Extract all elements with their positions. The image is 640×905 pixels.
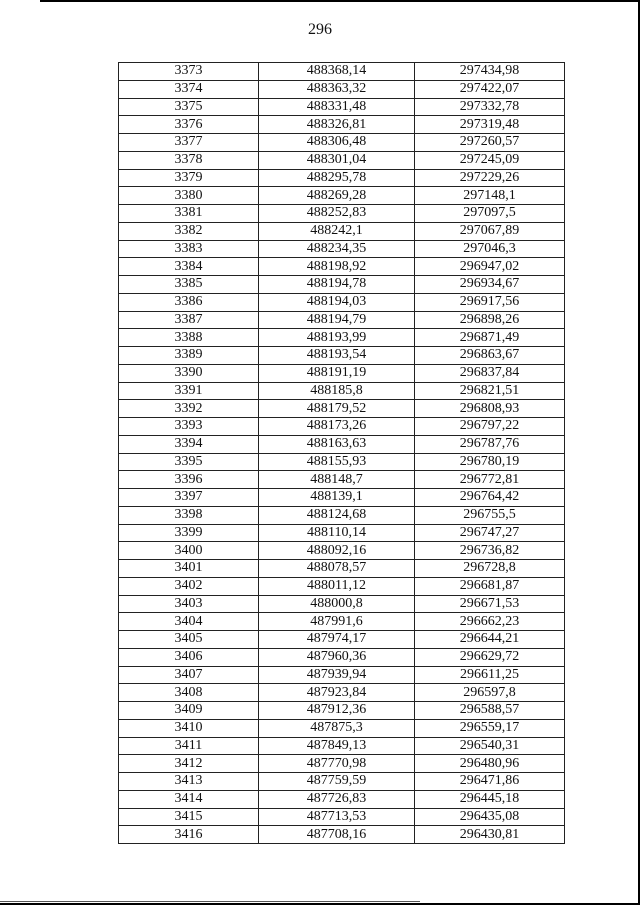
- y-coordinate-cell: 296780,19: [415, 453, 565, 471]
- table-row: [119, 240, 565, 258]
- point-number-cell: 3392: [119, 400, 259, 418]
- y-coordinate-cell: 296435,08: [415, 808, 565, 826]
- x-coordinate-cell: 487708,16: [259, 826, 415, 844]
- y-coordinate-cell: 296597,8: [415, 684, 565, 702]
- table-row: [119, 400, 565, 418]
- coordinates-table: [118, 62, 565, 844]
- table-row: [119, 506, 565, 524]
- table-row: [119, 524, 565, 542]
- point-number-cell: 3411: [119, 737, 259, 755]
- x-coordinate-cell: 488252,83: [259, 205, 415, 223]
- table-row: [119, 169, 565, 187]
- y-coordinate-cell: 296917,56: [415, 293, 565, 311]
- point-number-cell: 3373: [119, 63, 259, 81]
- point-number-cell: 3397: [119, 489, 259, 507]
- x-coordinate-cell: 488155,93: [259, 453, 415, 471]
- x-coordinate-cell: 488000,8: [259, 595, 415, 613]
- point-number-cell: 3399: [119, 524, 259, 542]
- table-row: [119, 737, 565, 755]
- y-coordinate-cell: 296644,21: [415, 631, 565, 649]
- x-coordinate-cell: 488306,48: [259, 134, 415, 152]
- y-coordinate-cell: 297067,89: [415, 222, 565, 240]
- x-coordinate-cell: 487759,59: [259, 773, 415, 791]
- x-coordinate-cell: 488295,78: [259, 169, 415, 187]
- y-coordinate-cell: 296747,27: [415, 524, 565, 542]
- point-number-cell: 3405: [119, 631, 259, 649]
- point-number-cell: 3382: [119, 222, 259, 240]
- x-coordinate-cell: 487960,36: [259, 648, 415, 666]
- table-row: [119, 134, 565, 152]
- y-coordinate-cell: 297422,07: [415, 80, 565, 98]
- table-row: [119, 364, 565, 382]
- point-number-cell: 3409: [119, 702, 259, 720]
- x-coordinate-cell: 488110,14: [259, 524, 415, 542]
- x-coordinate-cell: 487991,6: [259, 613, 415, 631]
- y-coordinate-cell: 297332,78: [415, 98, 565, 116]
- point-number-cell: 3388: [119, 329, 259, 347]
- x-coordinate-cell: 487875,3: [259, 719, 415, 737]
- x-coordinate-cell: 488242,1: [259, 222, 415, 240]
- point-number-cell: 3394: [119, 435, 259, 453]
- y-coordinate-cell: 296736,82: [415, 542, 565, 560]
- point-number-cell: 3407: [119, 666, 259, 684]
- x-coordinate-cell: 488269,28: [259, 187, 415, 205]
- x-coordinate-cell: 487974,17: [259, 631, 415, 649]
- point-number-cell: 3381: [119, 205, 259, 223]
- point-number-cell: 3414: [119, 790, 259, 808]
- table-row: [119, 755, 565, 773]
- x-coordinate-cell: 488179,52: [259, 400, 415, 418]
- point-number-cell: 3391: [119, 382, 259, 400]
- x-coordinate-cell: 488092,16: [259, 542, 415, 560]
- point-number-cell: 3416: [119, 826, 259, 844]
- table-row: [119, 435, 565, 453]
- x-coordinate-cell: 487726,83: [259, 790, 415, 808]
- y-coordinate-cell: 297260,57: [415, 134, 565, 152]
- x-coordinate-cell: 488193,54: [259, 347, 415, 365]
- table-row: [119, 258, 565, 276]
- x-coordinate-cell: 488011,12: [259, 577, 415, 595]
- table-row: [119, 187, 565, 205]
- table-row: [119, 808, 565, 826]
- point-number-cell: 3378: [119, 151, 259, 169]
- table-row: [119, 613, 565, 631]
- table-row: [119, 63, 565, 81]
- y-coordinate-cell: 297245,09: [415, 151, 565, 169]
- point-number-cell: 3383: [119, 240, 259, 258]
- table-row: [119, 560, 565, 578]
- x-coordinate-cell: 488198,92: [259, 258, 415, 276]
- point-number-cell: 3380: [119, 187, 259, 205]
- y-coordinate-cell: 296611,25: [415, 666, 565, 684]
- table-row: [119, 382, 565, 400]
- y-coordinate-cell: 296934,67: [415, 276, 565, 294]
- point-number-cell: 3406: [119, 648, 259, 666]
- x-coordinate-cell: 488193,99: [259, 329, 415, 347]
- y-coordinate-cell: 296787,76: [415, 435, 565, 453]
- x-coordinate-cell: 488191,19: [259, 364, 415, 382]
- x-coordinate-cell: 487770,98: [259, 755, 415, 773]
- y-coordinate-cell: 296629,72: [415, 648, 565, 666]
- y-coordinate-cell: 296681,87: [415, 577, 565, 595]
- scan-edge-top: [40, 0, 640, 2]
- point-number-cell: 3390: [119, 364, 259, 382]
- y-coordinate-cell: 296755,5: [415, 506, 565, 524]
- table-row: [119, 595, 565, 613]
- point-number-cell: 3375: [119, 98, 259, 116]
- table-row: [119, 773, 565, 791]
- y-coordinate-cell: 296947,02: [415, 258, 565, 276]
- table-row: [119, 631, 565, 649]
- point-number-cell: 3396: [119, 471, 259, 489]
- point-number-cell: 3395: [119, 453, 259, 471]
- x-coordinate-cell: 488331,48: [259, 98, 415, 116]
- table-row: [119, 702, 565, 720]
- x-coordinate-cell: 488326,81: [259, 116, 415, 134]
- y-coordinate-cell: 297319,48: [415, 116, 565, 134]
- x-coordinate-cell: 488078,57: [259, 560, 415, 578]
- y-coordinate-cell: 296764,42: [415, 489, 565, 507]
- table-row: [119, 489, 565, 507]
- scan-line-bottom: [0, 901, 420, 902]
- y-coordinate-cell: 296588,57: [415, 702, 565, 720]
- point-number-cell: 3385: [119, 276, 259, 294]
- x-coordinate-cell: 488234,35: [259, 240, 415, 258]
- coordinates-table-body: [119, 63, 565, 844]
- y-coordinate-cell: 297229,26: [415, 169, 565, 187]
- x-coordinate-cell: 488139,1: [259, 489, 415, 507]
- table-row: [119, 293, 565, 311]
- x-coordinate-cell: 488194,79: [259, 311, 415, 329]
- y-coordinate-cell: 296821,51: [415, 382, 565, 400]
- x-coordinate-cell: 488194,03: [259, 293, 415, 311]
- point-number-cell: 3374: [119, 80, 259, 98]
- point-number-cell: 3402: [119, 577, 259, 595]
- y-coordinate-cell: 296808,93: [415, 400, 565, 418]
- table-row: [119, 276, 565, 294]
- y-coordinate-cell: 296430,81: [415, 826, 565, 844]
- table-row: [119, 453, 565, 471]
- point-number-cell: 3413: [119, 773, 259, 791]
- table-row: [119, 329, 565, 347]
- table-row: [119, 116, 565, 134]
- y-coordinate-cell: 297148,1: [415, 187, 565, 205]
- point-number-cell: 3386: [119, 293, 259, 311]
- table-row: [119, 719, 565, 737]
- table-row: [119, 648, 565, 666]
- table-row: [119, 666, 565, 684]
- x-coordinate-cell: 487939,94: [259, 666, 415, 684]
- table-row: [119, 80, 565, 98]
- point-number-cell: 3377: [119, 134, 259, 152]
- y-coordinate-cell: 296540,31: [415, 737, 565, 755]
- point-number-cell: 3404: [119, 613, 259, 631]
- y-coordinate-cell: 296898,26: [415, 311, 565, 329]
- table-row: [119, 684, 565, 702]
- y-coordinate-cell: 296662,23: [415, 613, 565, 631]
- point-number-cell: 3401: [119, 560, 259, 578]
- point-number-cell: 3408: [119, 684, 259, 702]
- table-row: [119, 790, 565, 808]
- table-row: [119, 222, 565, 240]
- y-coordinate-cell: 296837,84: [415, 364, 565, 382]
- table-row: [119, 471, 565, 489]
- y-coordinate-cell: 296772,81: [415, 471, 565, 489]
- point-number-cell: 3400: [119, 542, 259, 560]
- table-row: [119, 542, 565, 560]
- y-coordinate-cell: 296728,8: [415, 560, 565, 578]
- y-coordinate-cell: 297097,5: [415, 205, 565, 223]
- y-coordinate-cell: 296797,22: [415, 418, 565, 436]
- table-row: [119, 577, 565, 595]
- table-row: [119, 311, 565, 329]
- x-coordinate-cell: 487849,13: [259, 737, 415, 755]
- table-row: [119, 205, 565, 223]
- y-coordinate-cell: 296871,49: [415, 329, 565, 347]
- x-coordinate-cell: 488124,68: [259, 506, 415, 524]
- point-number-cell: 3387: [119, 311, 259, 329]
- x-coordinate-cell: 487923,84: [259, 684, 415, 702]
- x-coordinate-cell: 488148,7: [259, 471, 415, 489]
- y-coordinate-cell: 296671,53: [415, 595, 565, 613]
- x-coordinate-cell: 488163,63: [259, 435, 415, 453]
- y-coordinate-cell: 296471,86: [415, 773, 565, 791]
- y-coordinate-cell: 296480,96: [415, 755, 565, 773]
- point-number-cell: 3389: [119, 347, 259, 365]
- point-number-cell: 3398: [119, 506, 259, 524]
- x-coordinate-cell: 488173,26: [259, 418, 415, 436]
- point-number-cell: 3379: [119, 169, 259, 187]
- y-coordinate-cell: 296445,18: [415, 790, 565, 808]
- y-coordinate-cell: 296863,67: [415, 347, 565, 365]
- x-coordinate-cell: 488368,14: [259, 63, 415, 81]
- table-row: [119, 418, 565, 436]
- page-number: 296: [308, 21, 332, 38]
- table-row: [119, 826, 565, 844]
- y-coordinate-cell: 297046,3: [415, 240, 565, 258]
- x-coordinate-cell: 488363,32: [259, 80, 415, 98]
- point-number-cell: 3415: [119, 808, 259, 826]
- point-number-cell: 3393: [119, 418, 259, 436]
- y-coordinate-cell: 297434,98: [415, 63, 565, 81]
- point-number-cell: 3376: [119, 116, 259, 134]
- x-coordinate-cell: 488194,78: [259, 276, 415, 294]
- point-number-cell: 3412: [119, 755, 259, 773]
- table-row: [119, 347, 565, 365]
- point-number-cell: 3384: [119, 258, 259, 276]
- point-number-cell: 3410: [119, 719, 259, 737]
- x-coordinate-cell: 487912,36: [259, 702, 415, 720]
- table-row: [119, 151, 565, 169]
- table-row: [119, 98, 565, 116]
- y-coordinate-cell: 296559,17: [415, 719, 565, 737]
- x-coordinate-cell: 488185,8: [259, 382, 415, 400]
- x-coordinate-cell: 488301,04: [259, 151, 415, 169]
- x-coordinate-cell: 487713,53: [259, 808, 415, 826]
- point-number-cell: 3403: [119, 595, 259, 613]
